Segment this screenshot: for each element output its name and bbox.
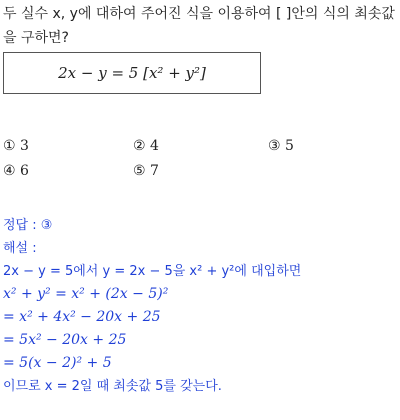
choice-4-number: ④ — [3, 163, 16, 179]
answer-label: 정답 : ③ — [3, 218, 53, 233]
choice-5-number: ⑤ — [133, 163, 146, 179]
choice-4-value: 6 — [20, 163, 29, 179]
explanation-line-5: = 5(x − 2)² + 5 — [3, 355, 112, 371]
choice-3-number: ③ — [268, 138, 281, 154]
explanation-line-4: = 5x² − 20x + 25 — [3, 332, 127, 348]
choice-5[interactable] — [133, 163, 159, 179]
choice-1[interactable] — [3, 138, 29, 154]
choice-2-number: ② — [133, 138, 146, 154]
choice-2-value: 4 — [150, 138, 159, 154]
choice-1-number: ① — [3, 138, 16, 154]
given-expression: 2x − y = 5 [x² + y²] — [58, 64, 206, 82]
explanation-label: 해설 : — [3, 241, 37, 256]
choice-row-1 — [3, 138, 397, 163]
choice-3[interactable] — [268, 138, 294, 154]
explanation-line-3: = x² + 4x² − 20x + 25 — [3, 309, 161, 325]
explanation-line-2: x² + y² = x² + (2x − 5)² — [3, 286, 169, 302]
question-line-2: 을 구하면? — [3, 30, 69, 46]
question-line-1: 두 실수 x, y에 대하여 주어진 식을 이용하여 [ ]안의 식의 최솟값 — [3, 6, 395, 22]
choice-4[interactable] — [3, 163, 29, 179]
given-expression-box — [3, 52, 261, 94]
choice-5-value: 7 — [150, 163, 159, 179]
choice-3-value: 5 — [285, 138, 294, 154]
choice-2[interactable] — [133, 138, 159, 154]
choice-1-value: 3 — [20, 138, 29, 154]
explanation-line-6: 이므로 x = 2일 때 최솟값 5를 갖는다. — [3, 379, 222, 394]
answer-choices — [3, 138, 397, 188]
solution — [3, 214, 397, 398]
question — [3, 2, 397, 50]
choice-row-2 — [3, 163, 397, 188]
explanation-line-1: 2x − y = 5에서 y = 2x − 5을 x² + y²에 대입하면 — [3, 264, 302, 279]
